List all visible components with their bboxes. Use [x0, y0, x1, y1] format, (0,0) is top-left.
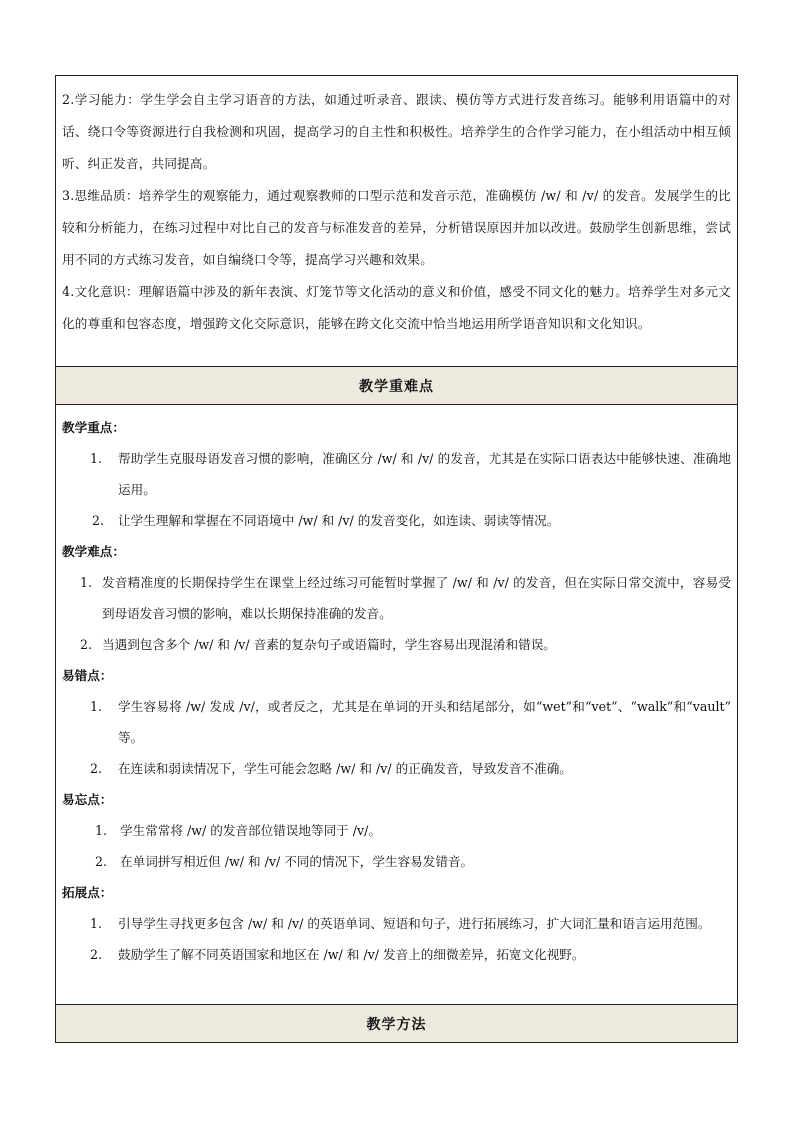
list-item — [62, 505, 731, 536]
lesson-plan-table — [55, 75, 738, 1043]
list-item — [62, 629, 731, 660]
list-number: 1. — [95, 823, 108, 838]
section-header-difficulties: 教学重难点 — [56, 367, 737, 405]
list-number: 1. — [90, 699, 103, 714]
list-item — [62, 691, 731, 753]
list-item — [62, 939, 731, 970]
error-points-title: 易错点： — [62, 668, 113, 683]
objective-thinking-quality: 3.思维品质：培养学生的观察能力，通过观察教师的口型示范和发音示范，准确模仿 /w/ 和 /v/ 的发音。发展学生的比较和分析能力，在练习过程中对比自己的发音与标准发音的差异，分析错误原因并加以改进。鼓励学生创新思维，尝试用不同的方式练习发音，如自编绕口令等，提高学习兴趣和效果。 — [62, 188, 731, 267]
list-item — [62, 908, 731, 939]
list-text: 在单词拼写相近但 /w/ 和 /v/ 不同的情况下，学生容易发错音。 — [120, 854, 474, 869]
list-number: 2. — [80, 637, 93, 652]
list-number: 2. — [92, 513, 105, 528]
objective-learning-ability: 2.学习能力：学生学会自主学习语音的方法，如通过听录音、跟读、模仿等方式进行发音练习。能够利用语篇中的对话、绕口令等资源进行自我检测和巩固，提高学习的自主性和积极性。培养学生的合作学习能力，在小组活动中相互倾听、纠正发音，共同提高。 — [62, 92, 731, 171]
list-item — [62, 846, 731, 877]
difficult-points-title: 教学难点： — [62, 544, 125, 559]
list-number: 2. — [95, 854, 108, 869]
list-number: 1. — [90, 451, 103, 466]
key-points-title: 教学重点： — [62, 420, 125, 435]
section-header-methods: 教学方法 — [56, 1005, 737, 1043]
list-item — [62, 443, 731, 505]
forget-points-title: 易忘点： — [62, 792, 113, 807]
list-text: 当遇到包含多个 /w/ 和 /v/ 音素的复杂句子或语篇时，学生容易出现混淆和错误。 — [102, 637, 556, 652]
teaching-objectives-cell — [56, 76, 737, 367]
list-text: 发音精准度的长期保持学生在课堂上经过练习可能暂时掌握了 /w/ 和 /v/ 的发音，但在实际日常交流中，容易受到母语发音习惯的影响，难以长期保持准确的发音。 — [102, 575, 731, 621]
difficulties-cell — [56, 405, 737, 1005]
list-text: 学生常常将 /w/ 的发音部位错误地等同于 /v/。 — [120, 823, 381, 838]
list-text: 让学生理解和掌握在不同语境中 /w/ 和 /v/ 的发音变化，如连读、弱读等情况。 — [118, 513, 560, 528]
list-text: 鼓励学生了解不同英语国家和地区在 /w/ 和 /v/ 发音上的细微差异，拓宽文化视野。 — [118, 947, 585, 962]
list-number: 2. — [90, 947, 103, 962]
list-number: 1. — [80, 575, 93, 590]
list-text: 学生容易将 /w/ 发成 /v/，或者反之，尤其是在单词的开头和结尾部分，如“wet”和“vet”、“walk”和“vault” 等。 — [118, 699, 731, 745]
list-item — [62, 753, 731, 784]
extension-points-title: 拓展点： — [62, 885, 113, 900]
list-item — [62, 567, 731, 629]
list-item — [62, 815, 731, 846]
list-number: 2. — [90, 761, 103, 776]
list-text: 在连读和弱读情况下，学生可能会忽略 /w/ 和 /v/ 的正确发音，导致发音不准确。 — [118, 761, 572, 776]
list-text: 引导学生寻找更多包含 /w/ 和 /v/ 的英语单词、短语和句子，进行拓展练习，扩大词汇量和语言运用范围。 — [118, 916, 711, 931]
objective-cultural-awareness: 4.文化意识：理解语篇中涉及的新年表演、灯笼节等文化活动的意义和价值，感受不同文化的魅力。培养学生对多元文化的尊重和包容态度，增强跨文化交际意识，能够在跨文化交流中恰当地运用所学语音知识和文化知识。 — [62, 284, 731, 331]
list-text: 帮助学生克服母语发音习惯的影响，准确区分 /w/ 和 /v/ 的发音，尤其是在实际口语表达中能够快速、准确地运用。 — [118, 451, 731, 497]
list-number: 1. — [90, 916, 103, 931]
